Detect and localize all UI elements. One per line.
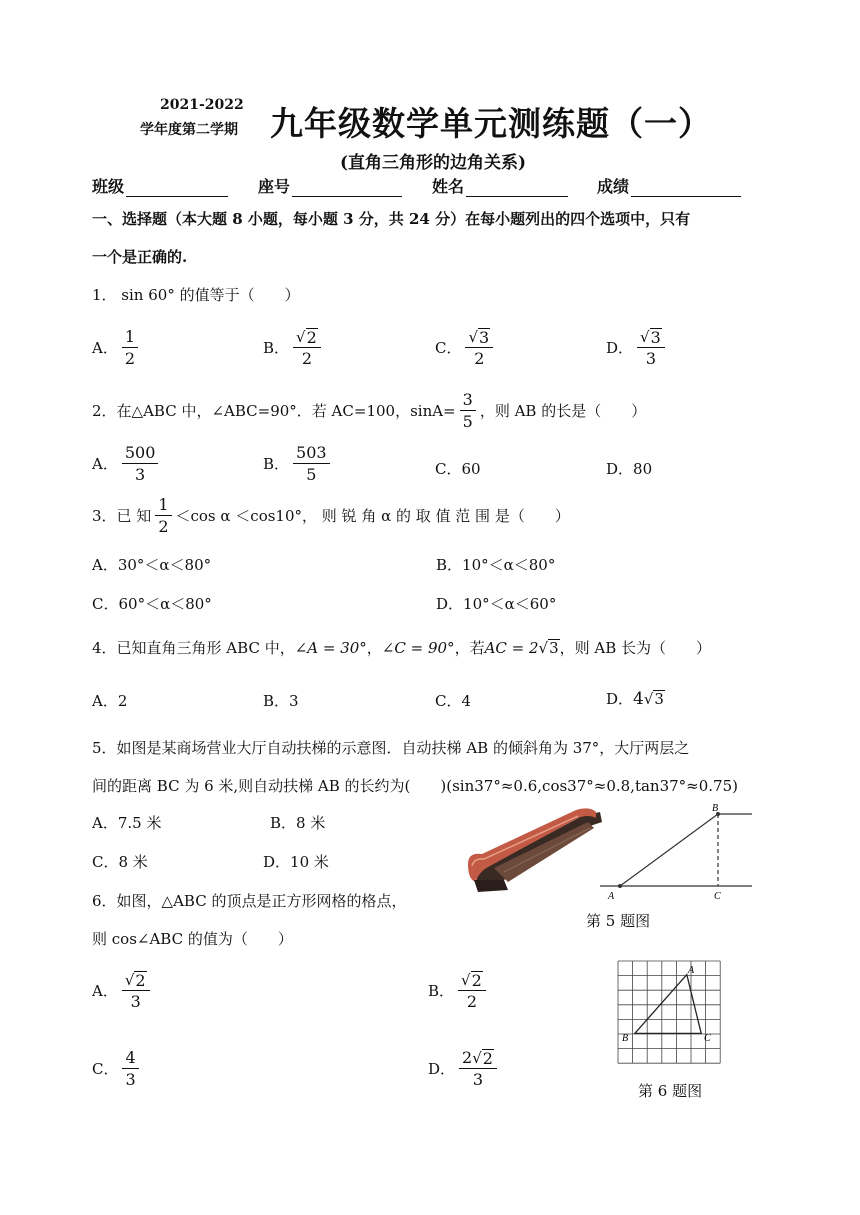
q1-option-c[interactable]: C． √ 3 2: [435, 327, 497, 368]
field-seat[interactable]: 座号: [258, 174, 402, 197]
q2-stem: 2．在△ABC 中，∠ABC=90°．若 AC=100，sinA= $\frac{3}{5}$ ，则 AB 的长是（ ）: [92, 390, 647, 431]
q5-label-a: A: [608, 891, 615, 902]
q6-grid-diagram: [614, 959, 724, 1069]
q5-label-c: C: [714, 891, 721, 902]
q6-label-a: A: [688, 965, 695, 976]
q5-option-a[interactable]: A．7.5 米: [92, 814, 162, 832]
q1-option-b[interactable]: B． √ 2 2: [263, 327, 325, 368]
q1-option-a[interactable]: A． $\frac{1}{2}$: [92, 327, 142, 368]
q1-option-d[interactable]: D． √ 3 3: [606, 327, 669, 368]
q6-option-d[interactable]: D． 2 √ 2 3: [428, 1048, 501, 1089]
field-name[interactable]: 姓名: [432, 174, 568, 197]
q3-option-b[interactable]: B．10°＜α＜80°: [436, 556, 556, 574]
q3-option-c[interactable]: C．60°＜α＜80°: [92, 595, 212, 613]
q6-stem-2: 则 cos∠ABC 的值为（ ）: [92, 930, 293, 948]
q6-figure-caption: 第 6 题图: [638, 1082, 703, 1100]
q2-option-c[interactable]: C． 60: [435, 459, 481, 478]
q5-stem-2: 间的距离 BC 为 6 米,则自动扶梯 AB 的长约为( )(sin37°≈0.6,cos37°≈0.8,tan37°≈0.75): [92, 777, 738, 795]
q6-option-a[interactable]: A． √ 2 3: [92, 970, 154, 1011]
q5-option-d[interactable]: D．10 米: [263, 853, 329, 871]
q5-option-c[interactable]: C．8 米: [92, 853, 148, 871]
q3-option-d[interactable]: D．10°＜α＜60°: [436, 595, 557, 613]
q6-option-b[interactable]: B． √ 2 2: [428, 970, 490, 1011]
q6-label-b: B: [622, 1033, 629, 1044]
q5-figure-caption: 第 5 题图: [586, 912, 651, 930]
q5-diagram: [600, 802, 755, 902]
page-subtitle: (直角三角形的边角关系): [340, 153, 527, 173]
q4-option-b[interactable]: B． 3: [263, 691, 299, 710]
q3-option-a[interactable]: A．30°＜α＜80°: [92, 556, 212, 574]
q3-stem: 3．已 知 $\frac{1}{2}$ ＜cos α ＜cos10°， 则 锐 角 α 的 取 值 范 围 是（ ）: [92, 495, 570, 536]
q6-label-c: C: [704, 1033, 711, 1044]
q6-stem-1: 6．如图，△ABC 的顶点是正方形网格的格点，: [92, 892, 407, 910]
q5-label-b: B: [712, 803, 719, 814]
q1-stem: 1． sin 60° 的值等于（ ）: [92, 286, 300, 304]
q2-option-a[interactable]: A． $\frac{500}{3}$: [92, 443, 162, 484]
q5-option-b[interactable]: B．8 米: [270, 814, 326, 832]
escalator-photo: [464, 806, 604, 896]
field-score[interactable]: 成绩: [597, 174, 741, 197]
page-title: 九年级数学单元测练题（一）: [270, 104, 712, 143]
q5-stem-1: 5．如图是某商场营业大厅自动扶梯的示意图．自动扶梯 AB 的倾斜角为 37°，大厅两层之: [92, 739, 690, 757]
q4-option-d[interactable]: D． 4 √ 3: [606, 688, 664, 709]
q4-stem: 4．已知直角三角形 ABC 中， ∠A = 30° ， ∠C = 90° ，若 AC = 2 √ 3 ，则 AB 长为（ ）: [92, 638, 712, 657]
q2-option-d[interactable]: D． 80: [606, 459, 653, 478]
field-class[interactable]: 班级: [92, 174, 228, 197]
section-instructions-2: 一个是正确的.: [92, 248, 188, 266]
q4-option-a[interactable]: A． 2: [92, 691, 128, 710]
term-label: 学年度第二学期: [140, 122, 238, 138]
section-instructions-1: 一、选择题（本大题 8 小题，每小题 3 分，共 24 分）在每小题列出的四个选项中，只有: [92, 210, 691, 228]
q2-option-b[interactable]: B． $\frac{503}{5}$: [263, 443, 334, 484]
q6-option-c[interactable]: C． $\frac{4}{3}$: [92, 1048, 143, 1089]
q4-option-c[interactable]: C． 4: [435, 691, 472, 710]
school-year: 2021-2022: [160, 97, 244, 113]
